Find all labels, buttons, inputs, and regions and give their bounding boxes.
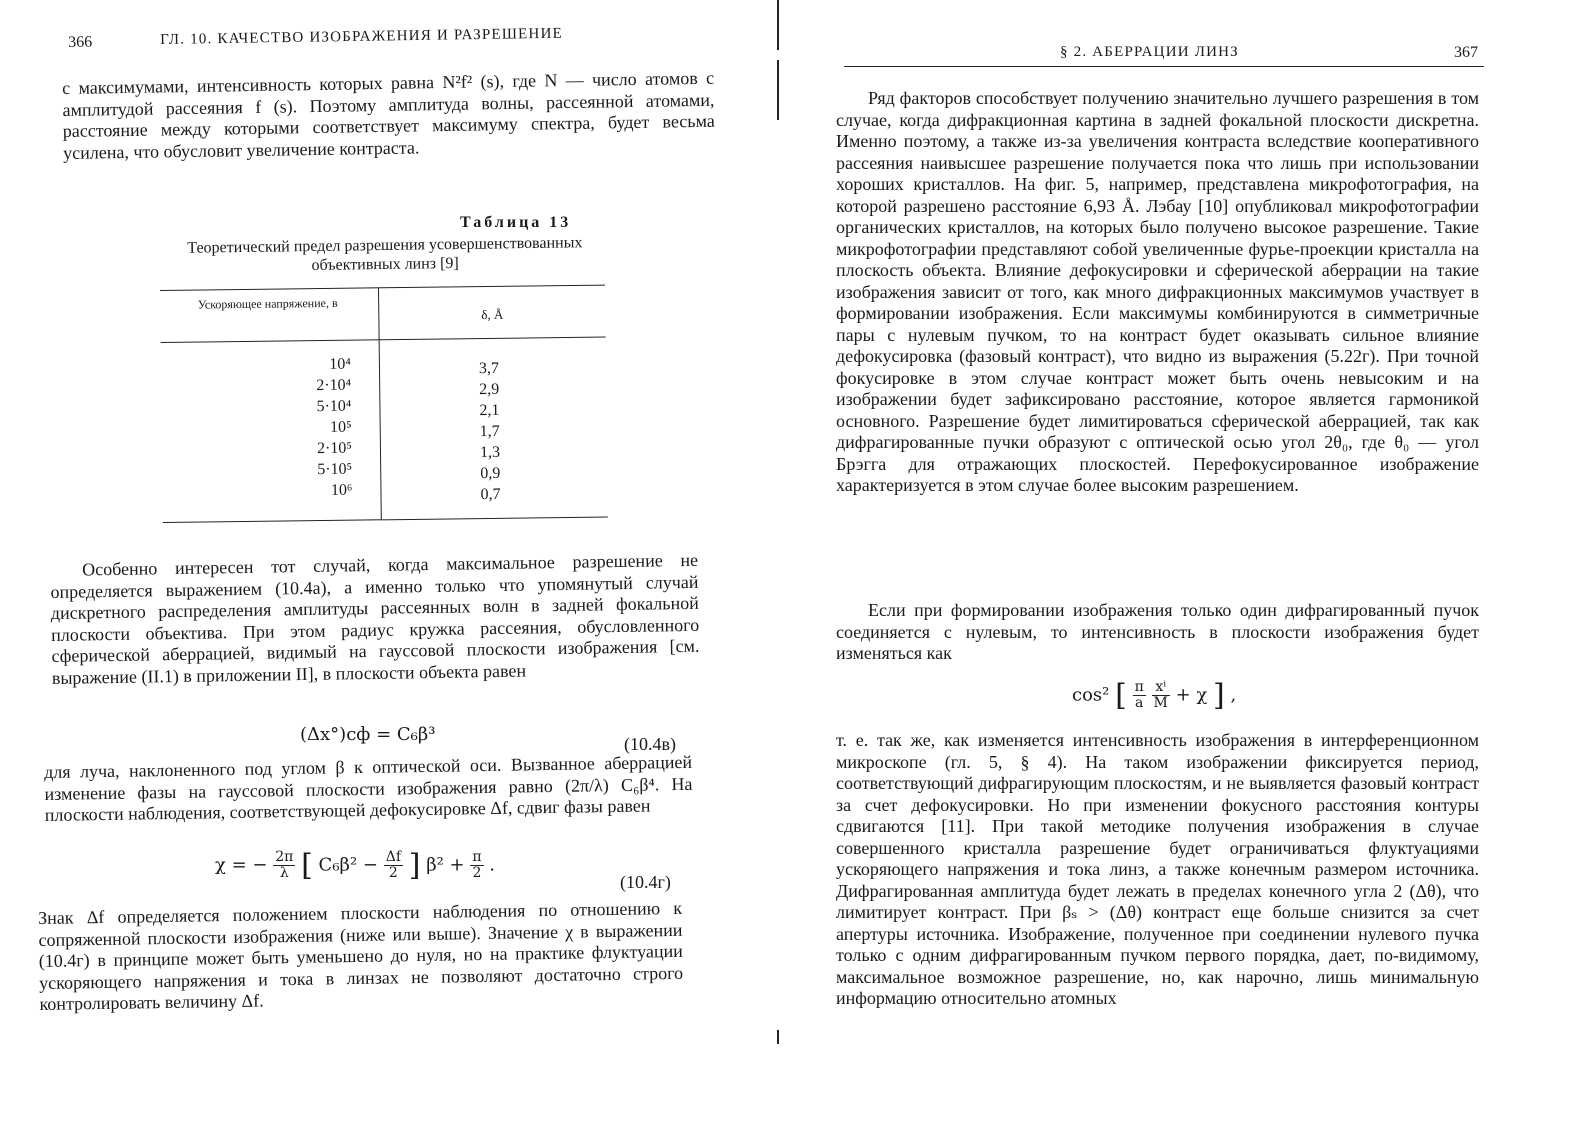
fraction-numerator: xⁱ [1152, 680, 1170, 696]
table-cell-delta: 1,3 [479, 443, 501, 462]
interference-formula-tail: + χ [1175, 684, 1208, 706]
fraction-denominator: λ [279, 865, 289, 881]
table-header-voltage: Ускоряющее напряжение, в [197, 295, 338, 312]
table-cell-voltage: 10⁶ [330, 481, 353, 499]
table-cell-delta: 1,7 [479, 422, 500, 441]
formula-10-4g [215, 848, 495, 883]
interference-formula-end: , [1230, 684, 1237, 706]
running-header-right: § 2. АБЕРРАЦИИ ЛИНЗ [1060, 44, 1239, 60]
right-paragraph-2: Если при формировании изображения только один дифрагированный пучок соединяется с нулевым, то интенсивность в плоскости изображения будет изменяться как [836, 600, 1479, 663]
table-caption: Теоретический предел разрешения усовершенствованных объективных линз [9] [187, 234, 583, 275]
left-bracket: [ [301, 848, 313, 883]
table-cell-voltage: 10⁴ [329, 355, 352, 373]
gutter-mark [777, 1030, 779, 1044]
formula-10-4g-mid: C₆β² − [318, 854, 378, 876]
table-cell-voltage: 2·10⁴ [316, 376, 352, 395]
fraction-denominator: M [1153, 695, 1168, 711]
table-top-rule [160, 285, 605, 291]
fraction-numerator: Δf [385, 849, 401, 865]
table-header-rule [161, 337, 606, 343]
left-bracket: [ [1115, 678, 1127, 713]
equation-number-10-4v: (10.4в) [624, 734, 676, 754]
formula-fraction [384, 850, 403, 881]
fraction-denominator: a [1134, 695, 1144, 711]
fraction-denominator: 2 [388, 865, 398, 881]
formula-10-4v: (Δx°)сф = C₆β³ [300, 724, 436, 745]
formula-10-4g-end: . [489, 854, 496, 876]
equation-number-10-4g: (10.4г) [620, 872, 671, 892]
formula-10-4g-tail: β² + [426, 854, 465, 876]
formula-fraction [273, 850, 295, 881]
table-cell-voltage: 10⁵ [330, 418, 352, 436]
table-cell-voltage: 5·10⁴ [316, 397, 352, 416]
left-paragraph-3: для луча, наклоненного под углом β к оптической оси. Вызванное аберрацией изменение фазы на гауссовой плоскости изображения равно (2π/λ) C₆β⁴. На плоскости наблюдения, соответствующей дефокусировке Δf, сдвиг фазы равен [44, 751, 693, 825]
left-page [0, 0, 770, 1146]
formula-10-4g-lhs: χ = − [215, 854, 268, 876]
resolution-table [160, 285, 613, 525]
book-gutter [775, 0, 781, 1146]
interference-formula-lhs: cos² [1072, 684, 1110, 706]
right-page [790, 0, 1571, 1146]
page-number-left: 366 [68, 33, 93, 51]
left-paragraph-2: Особенно интересен тот случай, когда максимальное разрешение не определяется выражением (10.4а), а именно только что упомянутый случай дискретного распределения амплитуды рассеянных волн в задней фокальной плоскости объектива. При этом радиус кружка рассеяния, обусловленного сферической аберрацией, видимый на гауссовой плоскости изображения [см. выражение (II.1) в приложении II], в плоскости объекта равен [50, 549, 700, 688]
left-paragraph-4: Знак Δf определяется положением плоскости наблюдения по отношению к сопряженной плоскости изображения (ниже или выше). Значение χ в выражении (10.4г) в принципе может быть уменьшено до нуля, но на практике флуктуации ускоряющего напряжения и тока в линзах не позволяют достаточно строго контролировать величину Δf. [38, 897, 684, 1014]
gutter-mark [777, 8, 779, 50]
right-bracket: ] [1213, 678, 1225, 713]
table-cell-delta: 3,7 [478, 359, 500, 378]
running-header-left: ГЛ. 10. КАЧЕСТВО ИЗОБРАЖЕНИЯ И РАЗРЕШЕНИЕ [160, 25, 564, 48]
right-paragraph-3: т. е. так же, как изменяется интенсивность изображения в интерференционном микроскопе (гл. 5, § 4). На таком изображении фиксируется период, соответствующий дифрагирующим плоскостям, и не выявляется фазовый контраст за счет дефокусировки. Но при изменении фокусного расстояния контуры сдвигаются [11]. При такой методике получения изображения в случае совершенного кристалла разрешение будет ограничиваться флуктуациями ускоряющего напряжения и тока линз, а также конечным размером источника. Дифрагированная амплитуда будет лежать в пределах конечного угла 2 (Δθ), что лимитирует контраст. При βₛ > (Δθ) контраст еще больше снизится за счет апертуры источника. Изображение, полученное при соединении нулевого пучка только с одним дифрагированным пучком первого порядка, дает, по-видимому, максимальное возможное разрешение, но, как нарочно, лишь минимальную информацию относительно атомных [836, 730, 1479, 1008]
fraction-numerator: 2π [275, 849, 294, 865]
header-rule [844, 66, 1484, 67]
right-bracket: ] [408, 848, 421, 883]
table-cell-delta: 2,1 [479, 401, 500, 420]
fraction-numerator: π [1134, 679, 1144, 695]
table-cell-delta: 0,9 [480, 464, 501, 483]
gutter-mark [777, 60, 779, 120]
formula-fraction [470, 850, 483, 881]
formula-fraction [1152, 680, 1170, 711]
fraction-denominator: 2 [472, 865, 482, 881]
page-number-right: 367 [1454, 44, 1478, 61]
formula-fraction [1133, 680, 1146, 711]
table-number: Таблица 13 [460, 214, 572, 231]
table-column-divider [378, 287, 382, 519]
table-header-delta: δ, Å [481, 306, 504, 323]
table-cell-delta: 0,7 [480, 485, 501, 504]
table-cell-voltage: 2·10⁵ [316, 439, 353, 458]
right-paragraph-1: Ряд факторов способствует получению значительно лучшего разрешения в том случае, когда дифракционная картина в задней фокальной плоскости дискретна. Именно поэтому, а также из-за увеличения контраста вследствие кооперативного рассеяния наивысшее разрешение получается пока что лишь при использовании хороших кристаллов. На фиг. 5, например, представлена микрофотография, на которой разрешено расстояние 6,93 Å. Лэбау [10] опубликовал микрофотографии органических кристаллов, на которых было получено высокое разрешение. Такие микрофотографии представляют собой увеличенные фурье-проекции кристалла на плоскость объекта. Влияние дефокусировки и сферической аберрации на такие изображения зависит от того, как много дифракционных максимумов участвует в формировании изображения. Если максимумы комбинируются в симметричные пары с нулевым пучком, то на контраст будет оказывать сильное влияние дефокусировка (фазовый контраст), что видно из выражения (5.22г). При точной фокусировке в этом случае контраст может быть очень невысоким и на изображении будет зафиксировано расстояние, которое является гармоникой основного. Разрешение будет лимитироваться сферической аберрацией, так как дифрагированные пучки образуют с оптической осью угол 2θ₀, где θ₀ — угол Брэгга для отражающих плоскостей. Перефокусированное изображение характеризуется в этом случае более высоким разрешением. [836, 88, 1479, 495]
interference-formula [1072, 678, 1236, 713]
table-bottom-rule [163, 517, 608, 523]
table-cell-delta: 2,9 [479, 380, 500, 399]
left-paragraph-1: с максимумами, интенсивность которых равна N²f² (s), где N — число атомов с амплитудой рассеяния f (s). Поэтому амплитуда волны, рассеянной атомами, расстояние между которыми соответствует максимуму спектра, будет весьма усилена, что обусловит увеличение контраста. [62, 67, 715, 163]
fraction-numerator: π [472, 849, 482, 865]
table-cell-voltage: 5·10⁵ [317, 460, 353, 479]
gutter-mark [777, 0, 779, 8]
